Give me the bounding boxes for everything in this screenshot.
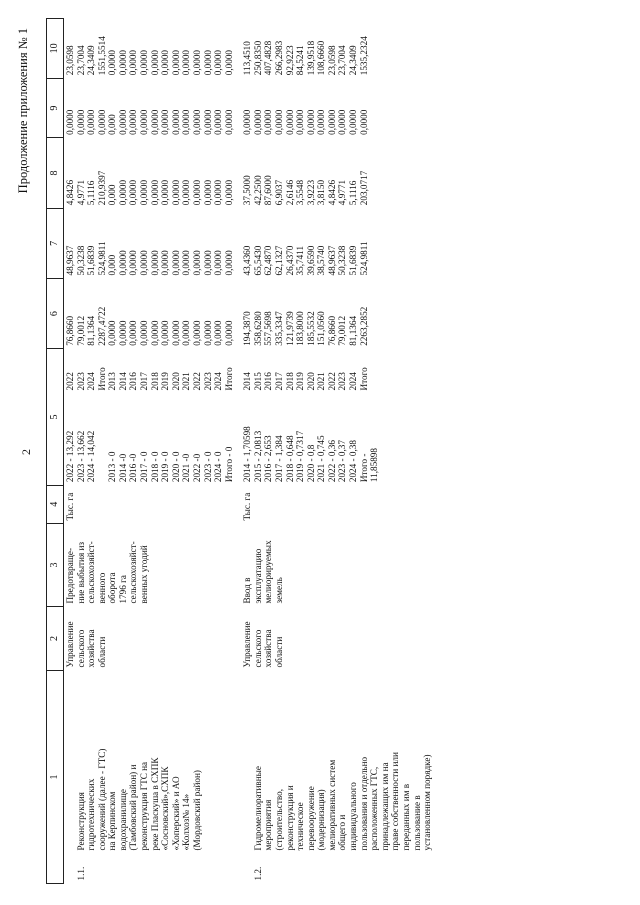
col-header-7: 7 bbox=[47, 208, 64, 278]
col-header-8: 8 bbox=[47, 138, 64, 208]
rotated-document-page bbox=[10, 12, 630, 892]
row-col7: 48,9637 50,3238 51,6839 524,9811 0,000 0,0000 0,0000 0,0000 0,0000 0,0000 0,0000 0,0000 0,0000 0,0000 0,0000 0,0000 bbox=[65, 241, 234, 276]
row-col10: 23,0598 23,7004 24,3409 1551,5514 0,0000 0,0000 0,0000 0,0000 0,0000 0,0000 0,0000 0,0000 0,0000 0,0000 0,0000 0,0000 bbox=[65, 36, 234, 76]
row-name-cell bbox=[64, 670, 236, 883]
row-indicator: 2022 - 13,292 2023 - 13,662 2024 - 14,042 2013 - 0 2014 -0 2016 -0 2017 - 0 2018 - 0 2019 - 0 2020 - 0 2021 -0 2022 -0 2023 - 0 2024 - 0 Итого - 0 bbox=[65, 430, 234, 483]
row-title: Реконструкция гидротехнических сооружений (далее - ГТС) на Керпинском водохранилище (Тамбовский район) и реконструкция ГТС на реке Пласкуша в СХПК «Сосновский»,СХПК «Хоперский» и АО «Колхоз№ 14» (Мордовский район) bbox=[75, 748, 202, 851]
row-executor: Управление сельского хозяйства области bbox=[65, 621, 107, 668]
row-col9: 0,0000 0,0000 0,0000 0,0000 0,0000 0,0000 0,0000 0,0000 0,0000 0,0000 0,0000 0,0000 bbox=[242, 109, 369, 135]
col-header-3: 3 bbox=[47, 523, 64, 606]
row-executor: Управление сельского хозяйства области bbox=[242, 621, 284, 668]
row-number: 1.2. bbox=[252, 866, 263, 881]
row-col8: 37,5000 42,2500 87,6000 6,9037 2,6146 3,5548 3,9223 3,8150 4,8426 4,9771 5,1116 203,0717 bbox=[242, 170, 369, 206]
row-number: 1.1. bbox=[75, 866, 86, 881]
row-col7: 43,4360 65,5430 62,4870 62,1327 26,4370 35,7411 39,6590 38,5740 48,9637 50,3238 51,6839 524,9811 bbox=[242, 241, 369, 276]
row-col6: 76,8660 79,0012 81,1364 2287,4722 0,0000 0,0000 0,0000 0,0000 0,0000 0,0000 0,0000 0,0000 0,0000 0,0000 0,0000 0,0000 bbox=[65, 306, 234, 346]
row-unit: Тыс. га bbox=[65, 492, 75, 521]
table-row bbox=[241, 19, 444, 884]
row-col9: 0,0000 0,0000 0,0000 0,0000 0,000 0,0000 0,0000 0,0000 0,0000 0,0000 0,0000 0,0000 0,0000 0,0000 0,0000 0,0000 bbox=[65, 109, 234, 135]
col-header-6: 6 bbox=[47, 278, 64, 348]
row-years: 2014 2015 2016 2017 2018 2019 2020 2021 2022 2023 2024 Итого bbox=[242, 367, 369, 391]
col-header-5: 5 bbox=[47, 349, 64, 485]
row-unit: Тыс. га bbox=[242, 492, 253, 521]
col-header-10: 10 bbox=[47, 19, 64, 79]
col-header-4: 4 bbox=[47, 485, 64, 523]
appendix-label: Продолжение приложения № 1 bbox=[16, 28, 30, 194]
row-col8: 4,8426 4,9771 5,1116 210,9397 0,000 0,0000 0,0000 0,0000 0,0000 0,0000 0,0000 0,0000 0,0000 0,0000 0,0000 0,0000 bbox=[65, 170, 234, 206]
col-header-2: 2 bbox=[47, 607, 64, 671]
row-col10: 113,4510 250,8350 407,4828 266,2983 92,9223 84,5241 139,9518 108,6660 23,0598 23,7004 24,3409 1535,2324 bbox=[242, 36, 369, 76]
page-number: 2 bbox=[19, 449, 33, 455]
row-years: 2022 2023 2024 Итого 2013 2014 2016 2017 2018 2019 2020 2021 2022 2023 2024 Итого bbox=[65, 367, 234, 391]
row-indicator: 2014 - 1,70598 2015 - 2,0813 2016 - 2,653 2017 - 1,384 2018 - 0,648 2019 - 0,7317 2020 - 0,8 2021 - 0,745 2022 - 0,36 2023 - 0,37 2024 - 0,38 Итого - 11,85898 bbox=[242, 426, 380, 483]
row-name-cell bbox=[241, 670, 444, 883]
row-col6: 194,3870 358,6280 557,5698 335,3347 121,9739 183,8000 185,5532 151,0560 76,8660 79,0012 81,1364 2263,2852 bbox=[242, 306, 369, 346]
col-header-9: 9 bbox=[47, 78, 64, 138]
col-header-1: 1 bbox=[47, 670, 64, 883]
header-row bbox=[47, 19, 64, 884]
row-target: Предотвраще- ние выбытия из сельскохозяйст- венного оборота 1796 га сельскохозяйст- венных угодий bbox=[65, 541, 150, 604]
table-row bbox=[64, 19, 236, 884]
row-target: Ввод в эксплуатацию мелиорируемых земель bbox=[242, 540, 284, 604]
program-table bbox=[46, 18, 444, 884]
row-title: Гидромелиоративные мероприятия (строительство, реконструкция и техническое перевооружение (модернизация) мелиоративных систем общего и индивидуального пользования и отдельно расположенных ГТС, принадлежащих им на праве собственности или переданных им в пользование в установленном порядке) bbox=[252, 752, 433, 851]
